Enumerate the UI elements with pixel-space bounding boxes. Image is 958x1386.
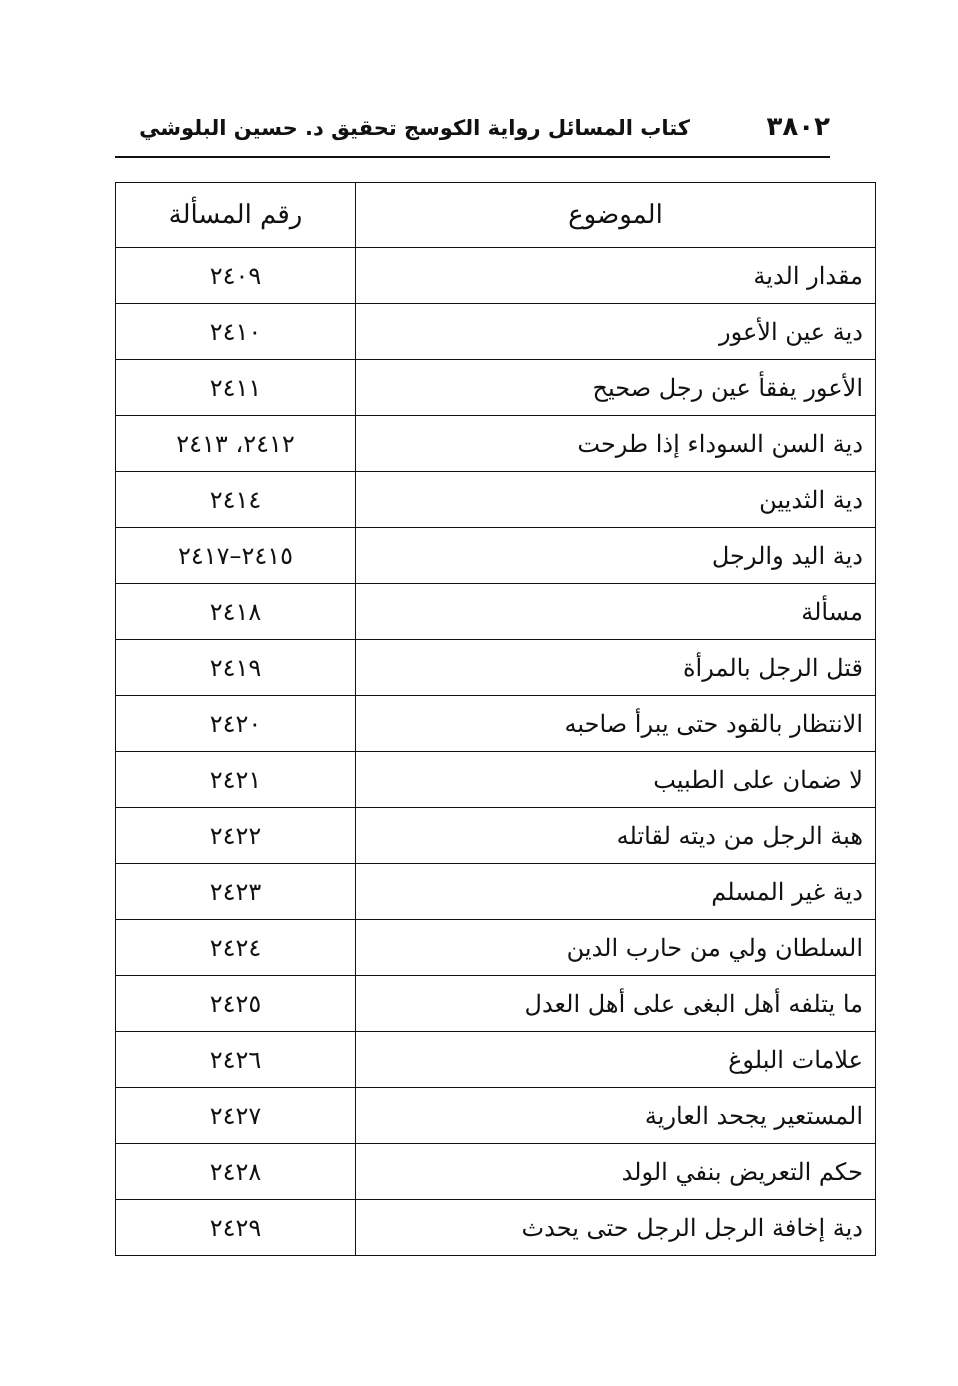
row-issue-number: ٢٤٢٧ [116,1088,356,1144]
page-header [115,106,830,158]
row-issue-number: ٢٤٠٩ [116,248,356,304]
row-issue-number: ٢٤٢٠ [116,696,356,752]
table-row [116,696,876,752]
row-issue-number: ٢٤٢٩ [116,1200,356,1256]
row-issue-number: ٢٤١١ [116,360,356,416]
row-topic: دية عين الأعور [356,304,876,360]
table-row [116,976,876,1032]
row-topic: دية اليد والرجل [356,528,876,584]
table-row [116,248,876,304]
table-row [116,752,876,808]
row-topic: قتل الرجل بالمرأة [356,640,876,696]
table-row [116,1144,876,1200]
table-row [116,584,876,640]
row-issue-number: ٢٤٢٦ [116,1032,356,1088]
row-topic: حكم التعريض بنفي الولد [356,1144,876,1200]
row-topic: مقدار الدية [356,248,876,304]
table-row [116,808,876,864]
row-issue-number: ٢٤١٥–٢٤١٧ [116,528,356,584]
table-row [116,416,876,472]
page-number: ٣٨٠٢ [766,112,830,142]
table-row [116,1200,876,1256]
row-issue-number: ٢٤٢٢ [116,808,356,864]
column-header-topic: الموضوع [356,183,876,248]
table-row [116,528,876,584]
row-issue-number: ٢٤٢٥ [116,976,356,1032]
row-topic: الأعور يفقأ عين رجل صحيح [356,360,876,416]
table-row [116,1032,876,1088]
index-table [115,182,876,1256]
row-issue-number: ٢٤٢١ [116,752,356,808]
table-row [116,864,876,920]
row-topic: المستعير يجحد العارية [356,1088,876,1144]
row-issue-number: ٢٤٢٣ [116,864,356,920]
row-issue-number: ٢٤١٨ [116,584,356,640]
row-topic: دية السن السوداء إذا طرحت [356,416,876,472]
table-row [116,472,876,528]
row-issue-number: ٢٤١٩ [116,640,356,696]
table-row [116,920,876,976]
table-header-row [116,183,876,248]
row-issue-number: ٢٤١٠ [116,304,356,360]
table-row [116,360,876,416]
row-issue-number: ٢٤٢٨ [116,1144,356,1200]
row-topic: دية غير المسلم [356,864,876,920]
table-row [116,1088,876,1144]
row-issue-number: ٢٤٢٤ [116,920,356,976]
column-header-number: رقم المسألة [116,183,356,248]
row-topic: دية الثديين [356,472,876,528]
row-topic: علامات البلوغ [356,1032,876,1088]
row-topic: هبة الرجل من ديته لقاتله [356,808,876,864]
row-topic: السلطان ولي من حارب الدين [356,920,876,976]
row-topic: ما يتلفه أهل البغى على أهل العدل [356,976,876,1032]
row-issue-number: ٢٤١٢، ٢٤١٣ [116,416,356,472]
table-row [116,304,876,360]
row-topic: مسألة [356,584,876,640]
table-body [116,248,876,1256]
table-row [116,640,876,696]
row-topic: دية إخافة الرجل الرجل حتى يحدث [356,1200,876,1256]
row-issue-number: ٢٤١٤ [116,472,356,528]
row-topic: لا ضمان على الطبيب [356,752,876,808]
row-topic: الانتظار بالقود حتى يبرأ صاحبه [356,696,876,752]
book-title: كتاب المسائل رواية الكوسج تحقيق د. حسين البلوشي [139,116,690,140]
